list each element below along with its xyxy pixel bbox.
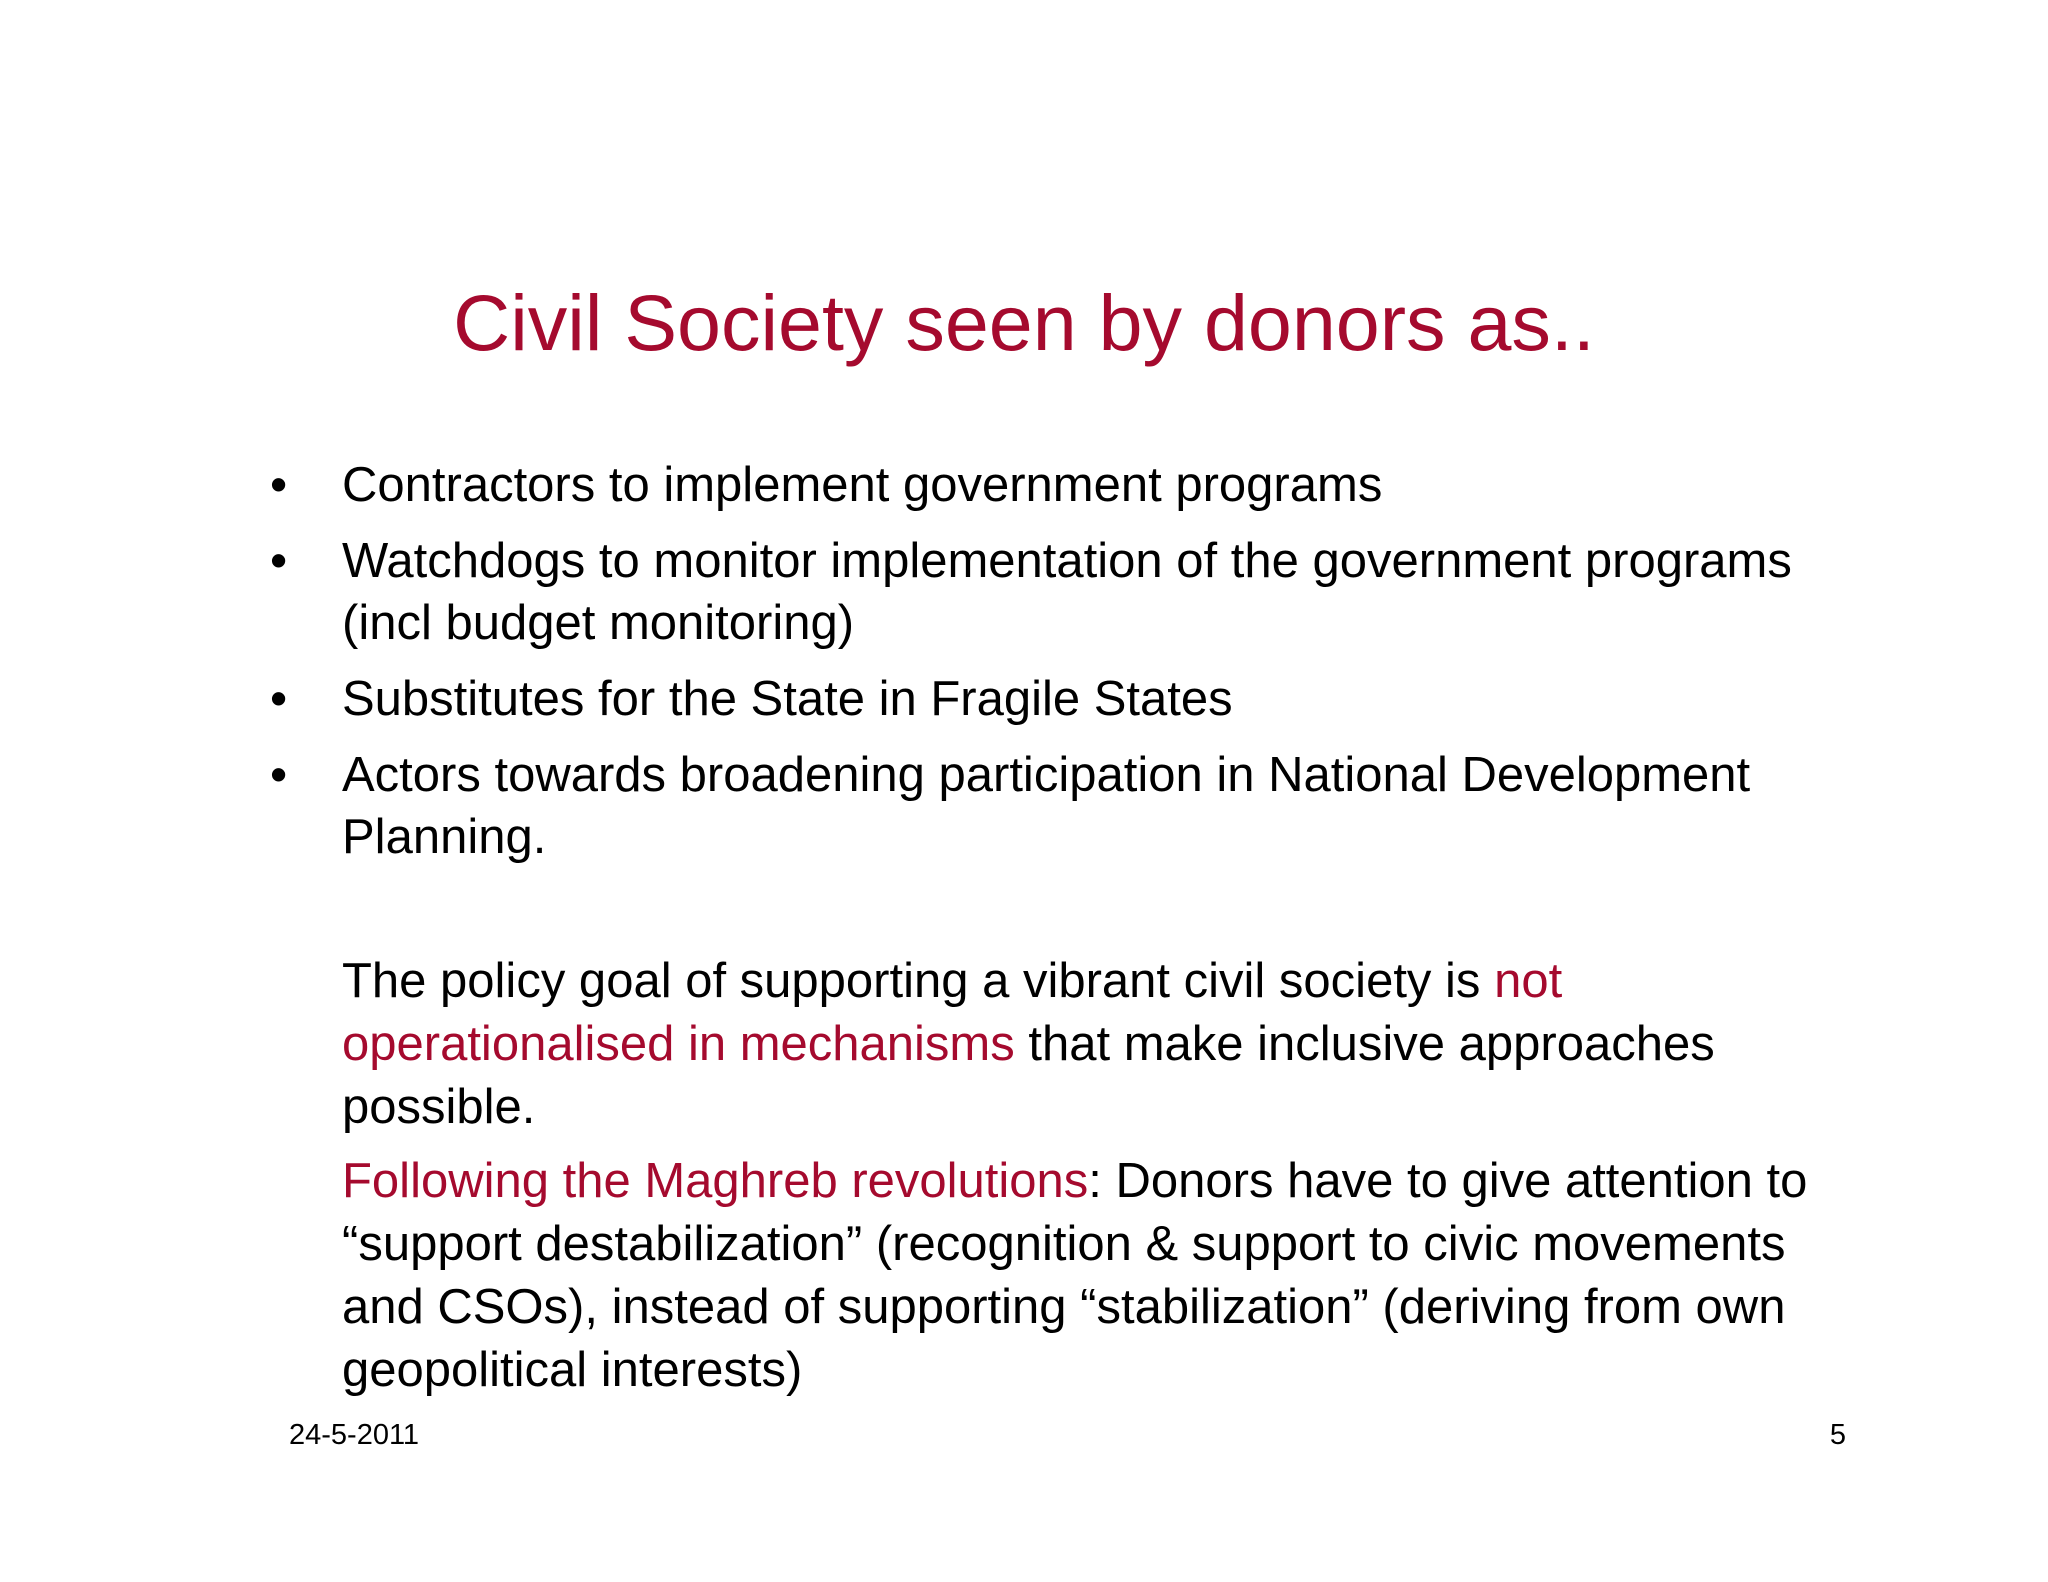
bullet-text: Contractors to implement government programs	[342, 458, 1383, 512]
bullet-text: Watchdogs to monitor implementation of the government programs (incl budget monitoring)	[342, 534, 1792, 650]
maghreb-text: : Donors have to give attention to “support destabilization” (recognition & support to civic movements and CSOs), instead of supporting “stabilization” (deriving from own geopolitical interests)	[342, 1154, 1808, 1397]
bullet-item	[270, 454, 1890, 516]
maghreb-paragraph	[342, 1150, 1842, 1402]
bullet-icon: •	[270, 534, 288, 588]
bullet-icon: •	[270, 458, 288, 512]
footer-date: 24-5-2011	[289, 1419, 420, 1451]
bullet-text: Actors towards broadening participation in National Development Planning.	[342, 748, 1751, 864]
bullet-icon: •	[270, 748, 288, 802]
bullet-text: Substitutes for the State in Fragile States	[342, 672, 1233, 726]
bullet-item	[270, 668, 1890, 730]
policy-goal-text-end: that make inclusive approaches possible.	[342, 1017, 1715, 1134]
policy-goal-text-start: The policy goal of supporting a vibrant civil society is	[342, 954, 1495, 1008]
slide-title: Civil Society seen by donors as..	[453, 278, 1595, 367]
page-number: 5	[1829, 1419, 1846, 1451]
policy-goal-highlight: not operationalised in mechanisms	[342, 954, 1563, 1071]
bullet-icon: •	[270, 672, 288, 726]
bullet-list	[270, 454, 1890, 882]
maghreb-highlight: Following the Maghreb revolutions	[342, 1154, 1089, 1208]
bullet-item	[270, 530, 1890, 654]
bullet-item	[270, 744, 1890, 868]
policy-goal-paragraph	[342, 950, 1842, 1139]
